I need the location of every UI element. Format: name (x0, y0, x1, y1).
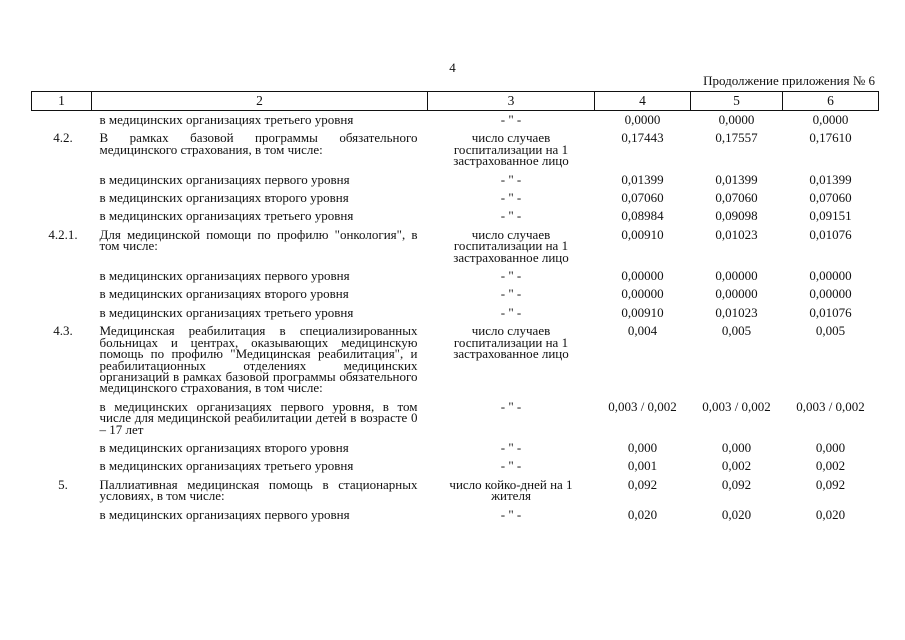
value-col4: 0,00000 (621, 286, 664, 302)
value-col5: 0,092 (721, 476, 752, 492)
value-col5: 0,07060 (715, 190, 758, 206)
row-unit: - " - (500, 398, 522, 414)
row-number (32, 506, 92, 524)
value-col4: 0,092 (627, 476, 658, 492)
continuation-label: Продолжение приложения № 6 (703, 73, 875, 88)
row-description: Паллиативная медицинская помощь в стационарных условиях, в том числе: (99, 476, 418, 504)
column-header: 6 (783, 92, 879, 111)
table-row (32, 111, 879, 130)
value-col4: 0,003 / 0,002 (608, 398, 677, 414)
table-row (32, 189, 879, 207)
row-number (32, 207, 92, 225)
value-col5: 0,09098 (715, 208, 758, 224)
row-description: в медицинских организациях третьего уровня (99, 112, 354, 127)
page-number: 4 (449, 60, 456, 75)
row-number (32, 457, 92, 475)
row-number (32, 285, 92, 303)
value-col6: 0,000 (815, 439, 846, 455)
row-unit: - " - (500, 268, 522, 284)
value-col6: 0,00000 (809, 286, 852, 302)
row-description: в медицинских организациях первого уровня (99, 268, 350, 284)
row-description: в медицинских организациях третьего уровня (99, 304, 354, 320)
table-row (32, 267, 879, 285)
row-number: 4.2.1. (48, 226, 78, 242)
value-col6: 0,0000 (812, 112, 849, 127)
value-col6: 0,09151 (809, 208, 852, 224)
value-col5: 0,003 / 0,002 (702, 398, 771, 414)
value-col4: 0,020 (627, 506, 658, 522)
table-row (32, 226, 879, 267)
row-number: 4.3. (53, 323, 73, 339)
row-unit: - " - (500, 439, 522, 455)
value-col6: 0,005 (815, 323, 846, 339)
value-col5: 0,0000 (718, 112, 755, 127)
row-description: Медицинская реабилитация в специализированных больницах и центрах, оказывающих медицинскую помощь по профилю "Медицинская реабилитация", и реабилитационных отделениях медицинских организаций в рамках базовой программы обязательного медицинского страхования, в том числе: (99, 323, 418, 396)
row-unit: - " - (500, 506, 522, 522)
value-col6: 0,01076 (809, 304, 852, 320)
table-row (32, 129, 879, 170)
row-number: 5. (58, 476, 68, 492)
row-description: В рамках базовой программы обязательного медицинского страхования, в том числе: (99, 130, 418, 157)
value-col5: 0,01023 (715, 226, 758, 242)
value-col6: 0,003 / 0,002 (796, 398, 865, 414)
row-unit: число случаев госпитализации на 1 застрахованное лицо (453, 130, 569, 169)
table-row (32, 398, 879, 439)
row-unit: число койко-дней на 1 жителя (449, 476, 573, 504)
value-col4: 0,00910 (621, 226, 664, 242)
value-col5: 0,000 (721, 439, 752, 455)
value-col4: 0,000 (627, 439, 658, 455)
row-description: в медицинских организациях третьего уровня (99, 208, 354, 224)
column-header: 1 (32, 92, 92, 111)
value-col5: 0,002 (721, 458, 752, 474)
row-unit: - " - (500, 208, 522, 224)
value-col6: 0,01399 (809, 171, 852, 187)
table-row (32, 506, 879, 524)
table-row (32, 457, 879, 475)
value-col5: 0,00000 (715, 286, 758, 302)
value-col5: 0,005 (721, 323, 752, 339)
value-col5: 0,17557 (715, 130, 758, 146)
row-number (32, 398, 92, 439)
row-number (32, 171, 92, 189)
row-number (32, 189, 92, 207)
value-col4: 0,17443 (621, 130, 664, 146)
row-unit: - " - (500, 190, 522, 206)
row-description: в медицинских организациях второго уровня (99, 439, 349, 455)
row-description: в медицинских организациях второго уровня (99, 286, 349, 302)
value-col6: 0,092 (815, 476, 846, 492)
value-col4: 0,07060 (621, 190, 664, 206)
value-col4: 0,00910 (621, 304, 664, 320)
row-unit: число случаев госпитализации на 1 застрахованное лицо (453, 226, 569, 265)
column-header: 4 (595, 92, 691, 111)
row-number: 4.2. (53, 130, 73, 146)
table-row (32, 322, 879, 397)
row-unit: - " - (500, 286, 522, 302)
value-col5: 0,01023 (715, 304, 758, 320)
row-number (32, 267, 92, 285)
row-description: в медицинских организациях третьего уровня (99, 458, 354, 474)
value-col4: 0,001 (627, 458, 658, 474)
value-col5: 0,00000 (715, 268, 758, 284)
table-body (32, 111, 879, 524)
table-row (32, 171, 879, 189)
table-row (32, 304, 879, 322)
column-header: 3 (428, 92, 595, 111)
table-header-row (32, 92, 879, 111)
row-number (32, 111, 92, 130)
row-unit: - " - (500, 304, 522, 320)
row-description: в медицинских организациях первого уровня, в том числе для медицинской реабилитации детей в возрасте 0 – 17 лет (99, 398, 418, 437)
table-row (32, 285, 879, 303)
row-unit: число случаев госпитализации на 1 застрахованное лицо (453, 323, 569, 362)
value-col4: 0,08984 (621, 208, 664, 224)
value-col6: 0,07060 (809, 190, 852, 206)
row-unit: - " - (500, 458, 522, 474)
value-col5: 0,01399 (715, 171, 758, 187)
value-col6: 0,01076 (809, 226, 852, 242)
value-col4: 0,01399 (621, 171, 664, 187)
value-col6: 0,002 (815, 458, 846, 474)
row-unit: - " - (500, 171, 522, 187)
row-number (32, 304, 92, 322)
data-table (31, 91, 879, 524)
table-row (32, 476, 879, 506)
row-unit: - " - (500, 112, 522, 127)
value-col4: 0,0000 (624, 112, 661, 127)
row-number (32, 439, 92, 457)
row-description: в медицинских организациях второго уровня (99, 190, 349, 206)
value-col6: 0,17610 (809, 130, 852, 146)
value-col5: 0,020 (721, 506, 752, 522)
column-header: 2 (92, 92, 428, 111)
table-row (32, 439, 879, 457)
value-col4: 0,00000 (621, 268, 664, 284)
column-header: 5 (691, 92, 783, 111)
row-description: в медицинских организациях первого уровня (99, 171, 350, 187)
value-col4: 0,004 (627, 323, 658, 339)
row-description: в медицинских организациях первого уровня (99, 506, 350, 522)
value-col6: 0,020 (815, 506, 846, 522)
row-description: Для медицинской помощи по профилю "онкология", в том числе: (99, 226, 418, 254)
table-row (32, 207, 879, 225)
value-col6: 0,00000 (809, 268, 852, 284)
